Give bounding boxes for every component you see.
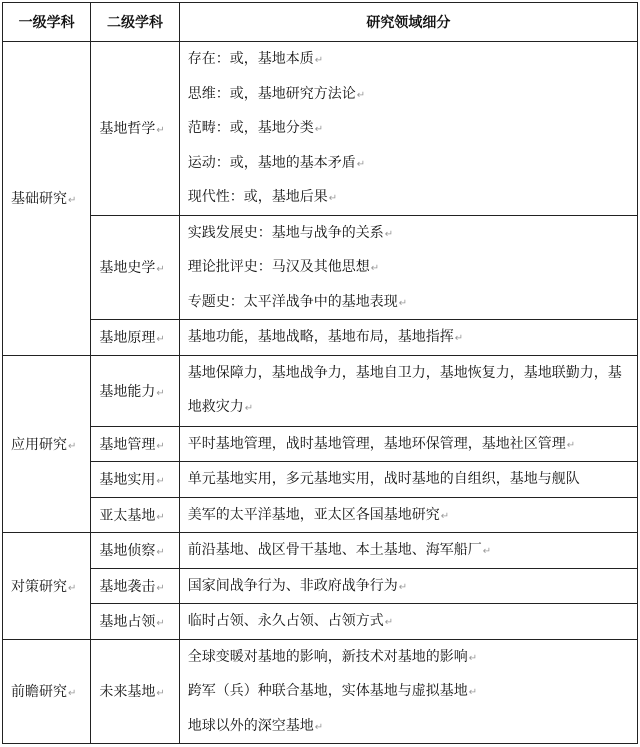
- table-row: [3, 568, 638, 604]
- detail-cell: [179, 497, 637, 533]
- level1-cell: 应用研究↵: [3, 355, 91, 533]
- detail-line: 国家间战争行为、非政府战争行为↵: [187, 577, 408, 594]
- level1-cell: 对策研究↵: [3, 533, 91, 640]
- detail-cell: [179, 604, 637, 640]
- level2-label: 基地能力: [99, 383, 156, 400]
- level2-cell: 基地侦察↵: [91, 533, 179, 569]
- table-row: [3, 462, 638, 498]
- detail-line: 基地功能，基地战略，基地布局，基地指挥↵: [187, 329, 464, 345]
- level2-cell: 基地袭击↵: [91, 568, 179, 604]
- table-row: [3, 355, 638, 426]
- table-row: [3, 320, 638, 356]
- detail-line: 现代性：或，基地后果↵: [187, 189, 338, 205]
- detail-cell: [179, 320, 637, 356]
- table-row: [3, 533, 638, 569]
- header-level1: 一级学科: [3, 3, 91, 42]
- detail-cell: 基地保障力，基地战争力，基地自卫力，基地恢复力，基地联勤力，基地救灾力↵: [179, 355, 637, 426]
- level2-cell: 基地占领↵: [91, 604, 179, 640]
- level2-label: 基地史学: [99, 260, 156, 277]
- table-row: [3, 426, 638, 462]
- detail-line: 全球变暖对基地的影响，新技术对基地的影响↵: [187, 648, 478, 665]
- level1-label: 应用研究: [11, 436, 67, 453]
- level2-label: 未来基地: [99, 684, 156, 701]
- level2-label: 基地占领: [99, 614, 156, 631]
- detail-cell: [179, 426, 637, 462]
- table-row: [3, 604, 638, 640]
- detail-line: 美军的太平洋基地，亚太区各国基地研究↵: [187, 506, 450, 523]
- research-classification-table: [2, 2, 638, 744]
- detail-cell: [179, 462, 637, 498]
- table-row: [3, 497, 638, 533]
- detail-line: 前沿基地、战区骨干基地、本土基地、海军船厂↵: [187, 542, 492, 558]
- level1-label: 基础研究: [11, 191, 67, 208]
- detail-line: 存在：或，基地本质↵: [187, 51, 324, 67]
- level2-label: 基地哲学: [99, 121, 156, 138]
- level2-cell: 亚太基地↵: [91, 497, 179, 533]
- level1-label: 前瞻研究: [11, 684, 67, 701]
- detail-line: 范畴：或，基地分类↵: [187, 120, 324, 136]
- detail-line: 专题史：太平洋战争中的基地表现↵: [187, 293, 408, 310]
- level2-cell: 未来基地↵: [91, 639, 179, 744]
- detail-line: 跨军（兵）种联合基地，实体基地与虚拟基地↵: [187, 683, 478, 699]
- detail-line: 单元基地实用，多元基地实用，战时基地的自组织，基地与舰队: [187, 471, 580, 487]
- detail-line: 临时占领、永久占领、占领方式↵: [187, 613, 394, 629]
- table-row: [3, 215, 638, 320]
- level2-label: 基地袭击: [99, 578, 156, 595]
- level1-label: 对策研究: [11, 578, 67, 595]
- level2-cell: 基地哲学↵: [91, 42, 179, 216]
- level2-cell: 基地能力↵: [91, 355, 179, 426]
- detail-line: 基地保障力，基地战争力，基地自卫力，基地恢复力，基地联勤力，基地救灾力: [187, 364, 622, 415]
- research-classification-table-container: [2, 2, 638, 744]
- table-row: [3, 42, 638, 216]
- detail-cell: [179, 568, 637, 604]
- level2-label: 基地原理: [99, 330, 156, 347]
- level1-cell: 基础研究↵: [3, 42, 91, 356]
- detail-line: 运动：或，基地的基本矛盾↵: [187, 154, 366, 171]
- header-detail: 研究领域细分: [179, 3, 637, 42]
- detail-cell: [179, 639, 637, 744]
- detail-line: 思维：或，基地研究方法论↵: [187, 85, 366, 102]
- level1-cell: 前瞻研究↵: [3, 639, 91, 744]
- detail-line: 地球以外的深空基地↵: [187, 717, 324, 734]
- detail-cell: [179, 215, 637, 320]
- level2-cell: 基地实用↵: [91, 462, 179, 498]
- level2-cell: 基地原理↵: [91, 320, 179, 356]
- table-row: [3, 639, 638, 744]
- level2-label: 亚太基地: [99, 507, 156, 524]
- level2-cell: 基地史学↵: [91, 215, 179, 320]
- detail-line: 实践发展史：基地与战争的关系↵: [187, 224, 394, 241]
- level2-cell: 基地管理↵: [91, 426, 179, 462]
- level2-label: 基地实用: [99, 472, 156, 489]
- detail-line: 理论批评史：马汉及其他思想↵: [187, 259, 380, 275]
- detail-cell: [179, 533, 637, 569]
- header-level2: 二级学科: [91, 3, 179, 42]
- level2-label: 基地管理: [99, 436, 156, 453]
- level2-label: 基地侦察: [99, 543, 156, 560]
- detail-line: 平时基地管理，战时基地管理，基地环保管理，基地社区管理↵: [187, 435, 576, 452]
- header-row: [3, 3, 638, 42]
- detail-cell: [179, 42, 637, 216]
